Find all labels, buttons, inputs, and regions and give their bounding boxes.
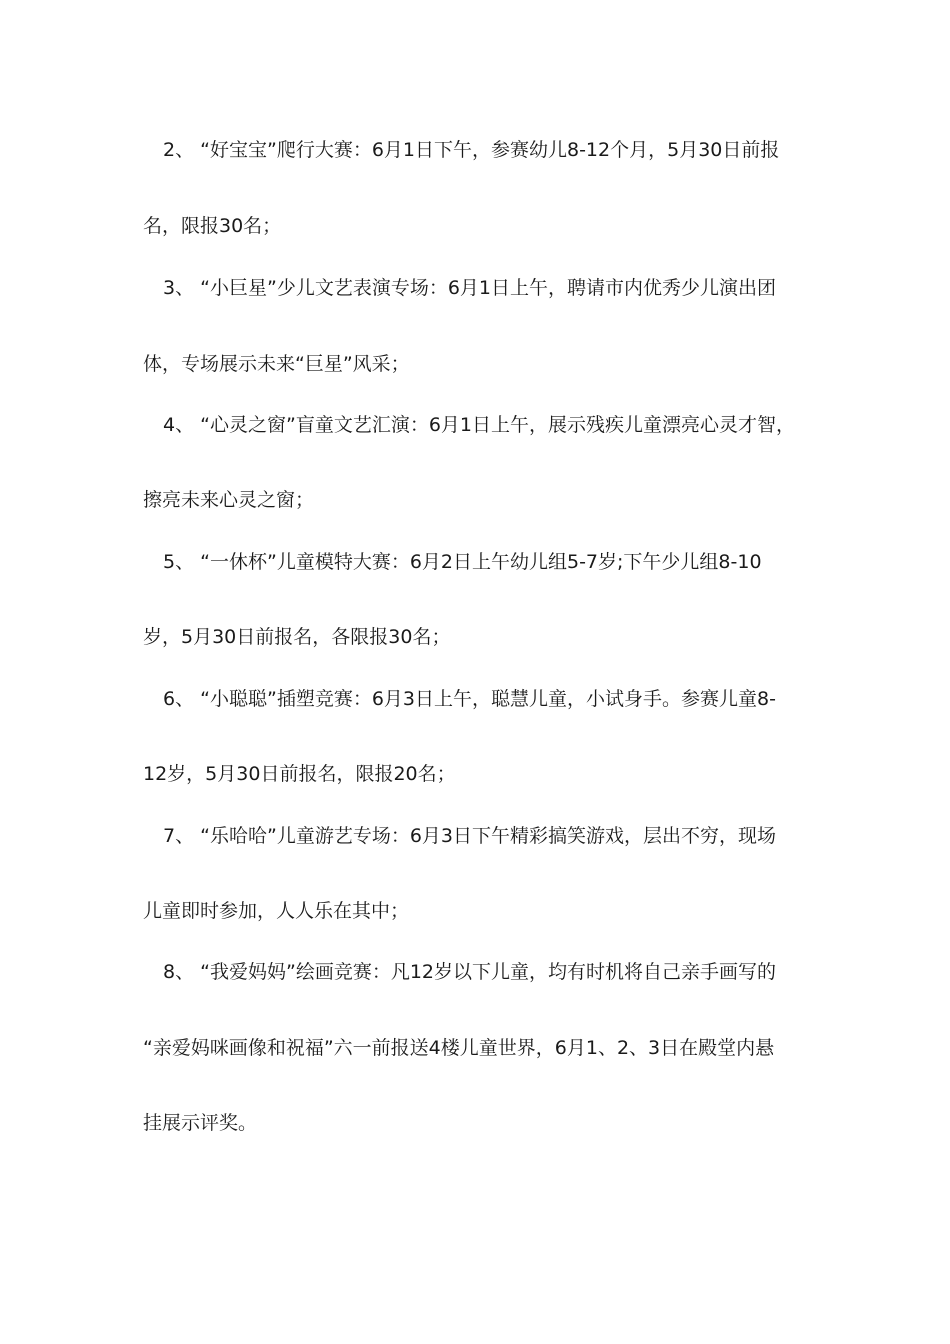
item-6-line-1: 6、 “小聪聪”插塑竞赛：6月3日上午，聪慧儿童，小试身手。参赛儿童8- bbox=[163, 688, 776, 710]
item-2-line-1: 2、 “好宝宝”爬行大赛：6月1日下午，参赛幼儿8-12个月，5月30日前报 bbox=[163, 139, 780, 161]
item-5-line-1: 5、 “一休杯”儿童模特大赛：6月2日上午幼儿组5-7岁;下午少儿组8-10 bbox=[163, 551, 762, 573]
item-8-line-3: 挂展示评奖。 bbox=[143, 1112, 258, 1134]
item-8-line-1: 8、 “我爱妈妈”绘画竞赛：凡12岁以下儿童，均有时机将自己亲手画写的 bbox=[163, 961, 776, 983]
item-4-line-1: 4、 “心灵之窗”盲童文艺汇演：6月1日上午，展示残疾儿童漂亮心灵才智， bbox=[163, 414, 795, 436]
item-4-line-2: 擦亮未来心灵之窗； bbox=[143, 489, 315, 511]
item-7-line-2: 儿童即时参加，人人乐在其中； bbox=[143, 900, 410, 922]
item-6-line-2: 12岁，5月30日前报名，限报20名； bbox=[143, 763, 456, 785]
item-5-line-2: 岁，5月30日前报名，各限报30名； bbox=[143, 626, 451, 648]
item-3-line-1: 3、 “小巨星”少儿文艺表演专场：6月1日上午，聘请市内优秀少儿演出团 bbox=[163, 277, 776, 299]
item-7-line-1: 7、 “乐哈哈”儿童游艺专场：6月3日下午精彩搞笑游戏，层出不穷，现场 bbox=[163, 825, 776, 847]
item-8-line-2: “亲爱妈咪画像和祝福”六一前报送4楼儿童世界，6月1、2、3日在殿堂内悬 bbox=[143, 1037, 775, 1059]
item-2-line-2: 名，限报30名； bbox=[143, 215, 282, 237]
item-3-line-2: 体，专场展示未来“巨星”风采； bbox=[143, 353, 410, 375]
